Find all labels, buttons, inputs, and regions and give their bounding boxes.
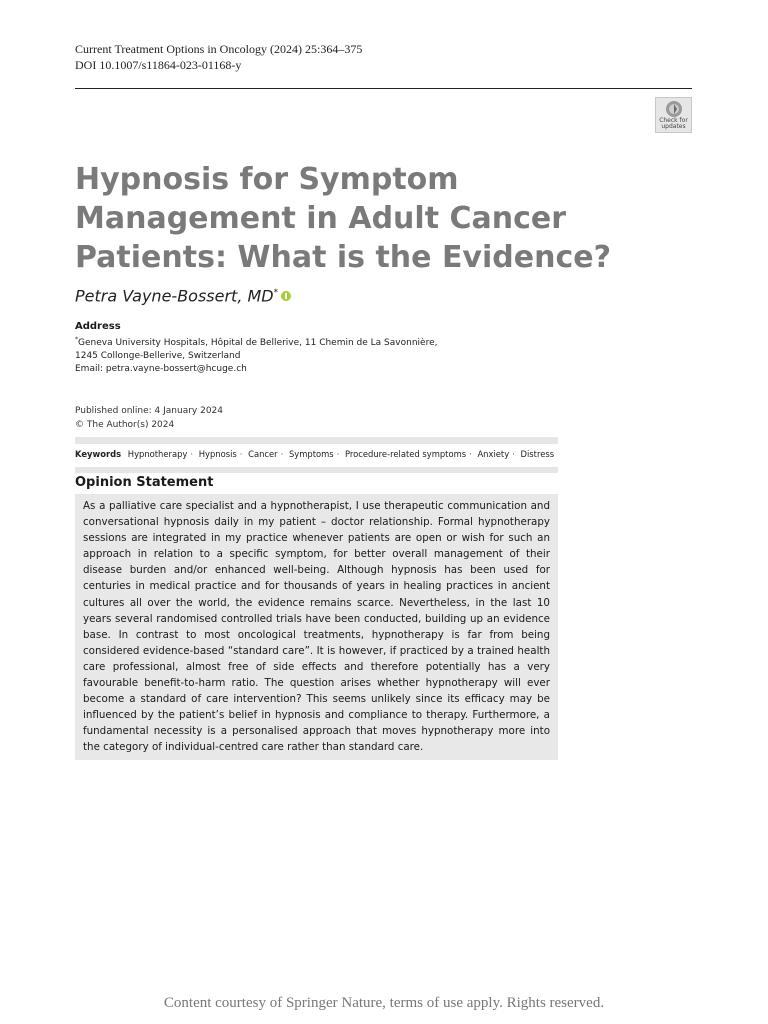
- author-line: [75, 282, 291, 307]
- keyword: Procedure-related symptoms: [345, 449, 467, 459]
- published-date: Published online: 4 January 2024: [75, 406, 224, 416]
- publication-info: [75, 404, 223, 432]
- keyword-separator: ·: [190, 449, 194, 459]
- keyword: Distress: [520, 449, 555, 459]
- keyword: Symptoms: [288, 449, 334, 459]
- orcid-icon[interactable]: [281, 291, 291, 301]
- check-for-updates-icon: [664, 100, 684, 118]
- keyword-separator: ·: [469, 449, 472, 459]
- opinion-statement-box: [75, 494, 558, 760]
- keywords-label: Keywords: [75, 449, 122, 459]
- journal-header: [75, 41, 362, 73]
- doi[interactable]: DOI 10.1007/s11864-023-01168-y: [75, 58, 242, 72]
- address-mark: *: [75, 336, 78, 343]
- keywords-band-top: [75, 437, 558, 444]
- author-affiliation-mark: *: [273, 288, 279, 298]
- header-rule: [75, 88, 692, 89]
- check-for-updates-label-2: updates: [661, 123, 686, 130]
- keyword-separator: ·: [336, 449, 340, 459]
- check-for-updates-button[interactable]: [655, 97, 692, 133]
- keyword: Anxiety: [477, 449, 510, 459]
- copyright: © The Author(s) 2024: [75, 420, 175, 430]
- keywords-row: [75, 448, 558, 460]
- author-email[interactable]: Email: petra.vayne-bossert@hcuge.ch: [75, 364, 247, 374]
- opinion-heading: Opinion Statement: [75, 475, 214, 490]
- address-block: [75, 333, 437, 376]
- footer-courtesy: Content courtesy of Springer Nature, terms of use apply. Rights reserved.: [163, 995, 605, 1011]
- address-label: Address: [75, 321, 121, 332]
- author-name[interactable]: Petra Vayne-Bossert, MD: [75, 286, 274, 306]
- journal-citation: Current Treatment Options in Oncology (2024) 25:364–375: [75, 42, 363, 56]
- keyword-separator: ·: [239, 449, 243, 459]
- keyword: Cancer: [248, 449, 278, 459]
- keyword-separator: ·: [280, 449, 284, 459]
- article-title: Hypnosis for Symptom Management in Adult Cancer Patients: What is the Evidence?: [75, 162, 611, 275]
- keyword-separator: ·: [512, 449, 515, 459]
- address-line-1: Geneva University Hospitals, Hôpital de Bellerive, 11 Chemin de La Savonnière,: [78, 338, 438, 348]
- address-line-2: 1245 Collonge-Bellerive, Switzerland: [75, 351, 241, 361]
- keyword: Hypnosis: [198, 449, 237, 459]
- opinion-statement-text: As a palliative care specialist and a hypnotherapist, I use therapeutic communication and conversational hypnosis daily in my patient – doctor relationship. Formal hypnotherapy sessions are integrated in my practice whenever patients are open or wish for such an approach in relation to a specific symptom, for better overall management of their disease burden and/or enhanced well-being. Although hypnosis has been used for centuries in medical practice and for thousands of years in healing practices in ancient cultures all over the world, the evidence remains scarce. Nevertheless, in the last 10 years several randomised controlled trials have been conducted, building up an evidence base. In contrast to most oncological treatments, hypnotherapy is far from being considered evidence-based “standard care”. It is however, if practiced by a trained health care professional, almost free of side effects and therefore potentially has a very favourable benefit-to-harm ratio. The question arises whether hypnotherapy will ever become a standard of care intervention? This seems unlikely since its efficacy may be influenced by the patient’s belief in hypnosis and compliance to therapy. Furthermore, a fundamental necessity is a personalised approach that moves hypnotherapy more into the category of individual-centred care rather than standard care.: [83, 500, 550, 754]
- check-for-updates-label-1: Check for: [659, 117, 688, 124]
- keywords-band-bottom: [75, 467, 558, 473]
- keyword: Hypnotherapy: [127, 449, 188, 459]
